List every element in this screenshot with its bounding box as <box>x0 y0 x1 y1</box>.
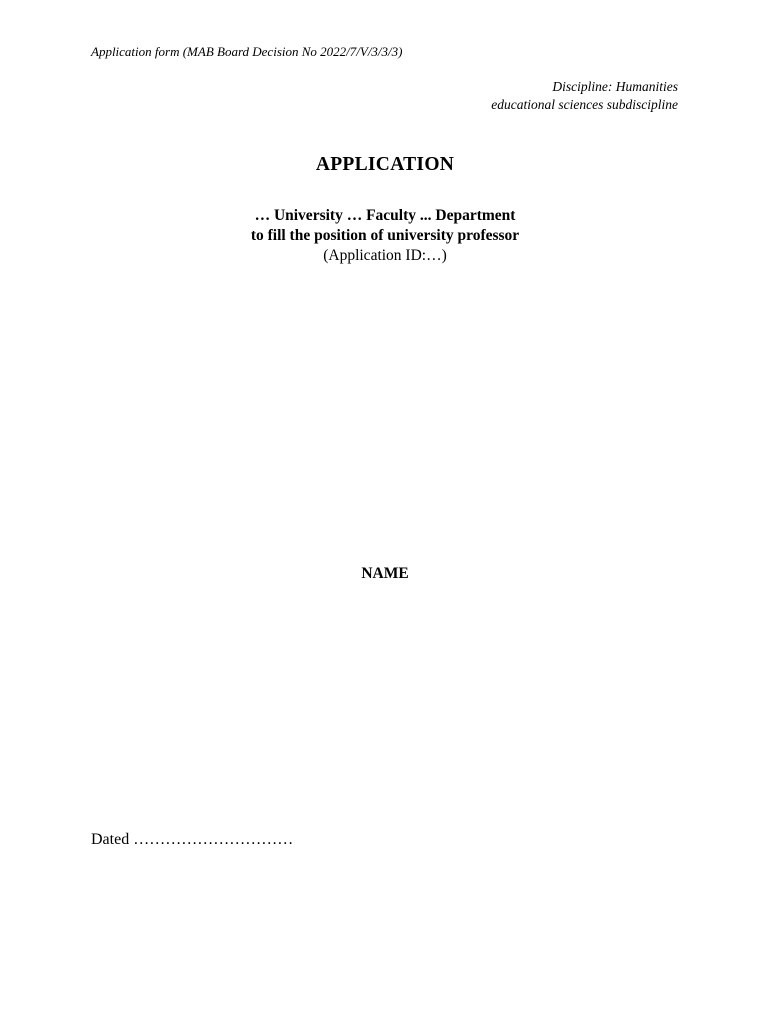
document-title: APPLICATION <box>315 154 455 175</box>
discipline-block <box>491 78 678 114</box>
applicant-name-label: NAME <box>361 565 409 582</box>
position-line: to fill the position of university professor <box>250 227 520 244</box>
dated-line: Dated ………………………… <box>91 831 294 848</box>
institution-line: … University … Faculty ... Department <box>254 207 516 224</box>
application-id-line: (Application ID:…) <box>323 247 447 264</box>
subdiscipline-line: educational sciences subdiscipline <box>491 97 678 112</box>
form-reference-note: Application form (MAB Board Decision No 2022/7/V/3/3/3) <box>91 44 403 59</box>
discipline-line: Discipline: Humanities <box>552 79 678 94</box>
application-details <box>0 206 770 266</box>
